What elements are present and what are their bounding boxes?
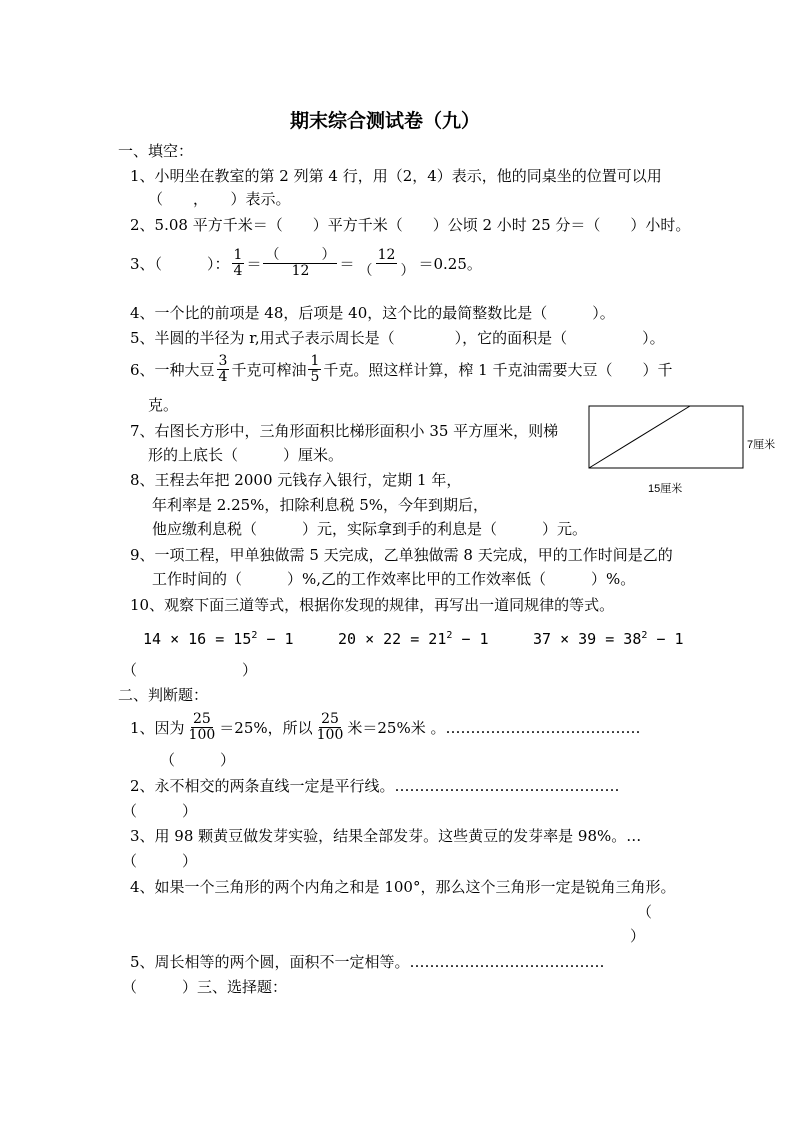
q6-middle: 千克可榨油 bbox=[231, 360, 307, 379]
q6-tail: 千克。照这样计算，榨 1 千克油需要大豆（ ）千 bbox=[323, 360, 673, 379]
page-title: 期末综合测试卷（九） bbox=[290, 110, 481, 132]
q9-line2: 工作时间的（ ）%,乙的工作效率比甲的工作效率低（ ）%。 bbox=[152, 570, 636, 588]
equation-2-exponent: 2 bbox=[446, 630, 453, 641]
j1 bbox=[130, 712, 640, 743]
j1-fraction-2-den: 100 bbox=[316, 727, 344, 743]
q5: 5、半圆的半径为 r,用式子表示周长是（ ），它的面积是（ ）。 bbox=[130, 329, 665, 347]
equation-1 bbox=[143, 630, 294, 648]
j1-tail: 米＝25%米 。………………………………… bbox=[347, 718, 641, 737]
j1-fraction-1 bbox=[187, 712, 218, 743]
figure-height-label: 7厘米 bbox=[747, 439, 776, 451]
j3: 3、用 98 颗黄豆做发芽实验，结果全部发芽。这些黄豆的发芽率是 98%。… bbox=[130, 827, 642, 845]
q6-fraction-1 bbox=[217, 354, 230, 385]
equation-3-tail: − 1 bbox=[647, 630, 684, 648]
j3-answer-blank: （ ） bbox=[122, 852, 198, 870]
q7-line2: 形的上底长（ ）厘米。 bbox=[148, 446, 344, 464]
figure-rectangle bbox=[589, 406, 743, 468]
equation-1-tail: − 1 bbox=[257, 630, 294, 648]
q3-fraction-2-num: （ ） bbox=[265, 247, 336, 263]
q3-fraction-3 bbox=[357, 248, 417, 279]
q8-line3: 他应缴利息税（ ）元，实际拿到手的利息是（ ）元。 bbox=[152, 520, 588, 538]
q4: 4、一个比的前项是 48，后项是 40，这个比的最简整数比是（ ）。 bbox=[130, 304, 615, 322]
q6-prefix: 6、一种大豆 bbox=[130, 360, 215, 379]
j1-middle: ＝25%，所以 bbox=[219, 718, 313, 737]
equation-3 bbox=[533, 630, 684, 648]
q6-fraction-1-num: 3 bbox=[218, 353, 228, 369]
q6-fraction-2-den: 5 bbox=[310, 369, 320, 385]
section-fill-heading: 一、填空： bbox=[118, 142, 194, 160]
equation-3-base: 37 × 39 = 38 bbox=[533, 630, 642, 648]
j4: 4、如果一个三角形的两个内角之和是 100°，那么这个三角形一定是锐角三角形。 bbox=[130, 878, 676, 896]
q3-fraction-1 bbox=[232, 248, 245, 279]
rectangle-figure bbox=[588, 405, 748, 471]
figure-width-label: 15厘米 bbox=[648, 483, 683, 495]
equation-2-tail: − 1 bbox=[452, 630, 489, 648]
j1-fraction-1-den: 100 bbox=[188, 727, 216, 743]
q3-fraction-1-num: 1 bbox=[233, 247, 243, 263]
q3-tail: ＝0.25。 bbox=[418, 254, 482, 273]
q7-line1: 7、右图长方形中，三角形面积比梯形面积小 35 平方厘米，则梯 bbox=[130, 422, 559, 440]
equation-2 bbox=[338, 630, 489, 648]
q8-line2: 年利率是 2.25%，扣除利息税 5%，今年到期后， bbox=[152, 496, 488, 514]
q9-line1: 9、一项工程，甲单独做需 5 天完成，乙单独做需 8 天完成，甲的工作时间是乙的 bbox=[130, 546, 673, 564]
q10-answer-blank: （ ） bbox=[122, 661, 258, 679]
j5-answer-blank-and-section-three: （ ）三、选择题： bbox=[122, 978, 288, 996]
q10: 10、观察下面三道等式，根据你发现的规律，再写出一道同规律的等式。 bbox=[130, 596, 615, 614]
q3-fraction-3-den: （ ） bbox=[358, 263, 415, 279]
figure-diagonal bbox=[589, 406, 690, 468]
q1-line2: （ ， ）表示。 bbox=[148, 190, 291, 208]
q6-fraction-2 bbox=[308, 354, 321, 385]
j1-fraction-2-num: 25 bbox=[321, 711, 339, 727]
equation-3-exponent: 2 bbox=[641, 630, 648, 641]
q3-fraction-1-den: 4 bbox=[233, 263, 243, 279]
equation-2-base: 20 × 22 = 21 bbox=[338, 630, 447, 648]
j1-answer-blank: （ ） bbox=[160, 751, 236, 769]
q3-fraction-2 bbox=[263, 248, 337, 279]
equation-1-base: 14 × 16 = 15 bbox=[143, 630, 252, 648]
q3-equals-1: ＝ bbox=[246, 254, 262, 273]
q3-fraction-2-den: 12 bbox=[291, 263, 310, 279]
j1-prefix: 1、因为 bbox=[130, 718, 185, 737]
j2-answer-blank: （ ） bbox=[122, 802, 198, 820]
j4-answer-open: （ bbox=[637, 903, 653, 921]
q6 bbox=[130, 354, 673, 385]
j2: 2、永不相交的两条直线一定是平行线。……………………………………… bbox=[130, 777, 620, 795]
section-judge-heading: 二、判断题： bbox=[118, 686, 209, 704]
equation-1-exponent: 2 bbox=[251, 630, 258, 641]
q6-line2: 克。 bbox=[148, 396, 179, 414]
q3-prefix: 3、（ ）： bbox=[130, 254, 230, 273]
j5: 5、周长相等的两个圆，面积不一定相等。………………………………… bbox=[130, 953, 605, 971]
q3-equals-2: ＝ bbox=[339, 254, 355, 273]
q8-line1: 8、王程去年把 2000 元钱存入银行，定期 1 年， bbox=[130, 471, 462, 489]
q6-fraction-1-den: 4 bbox=[218, 369, 228, 385]
q3-fraction-3-num: 12 bbox=[377, 247, 396, 263]
q6-fraction-2-num: 1 bbox=[310, 353, 320, 369]
q3 bbox=[130, 248, 482, 279]
q2: 2、5.08 平方千米＝（ ）平方千米（ ）公顷 2 小时 25 分＝（ ）小时。 bbox=[130, 216, 691, 234]
q1-line1: 1、小明坐在教室的第 2 列第 4 行，用（2，4）表示，他的同桌坐的位置可以用 bbox=[130, 167, 662, 185]
j4-answer-close: ） bbox=[630, 927, 646, 945]
j1-fraction-2 bbox=[315, 712, 346, 743]
j1-fraction-1-num: 25 bbox=[193, 711, 211, 727]
